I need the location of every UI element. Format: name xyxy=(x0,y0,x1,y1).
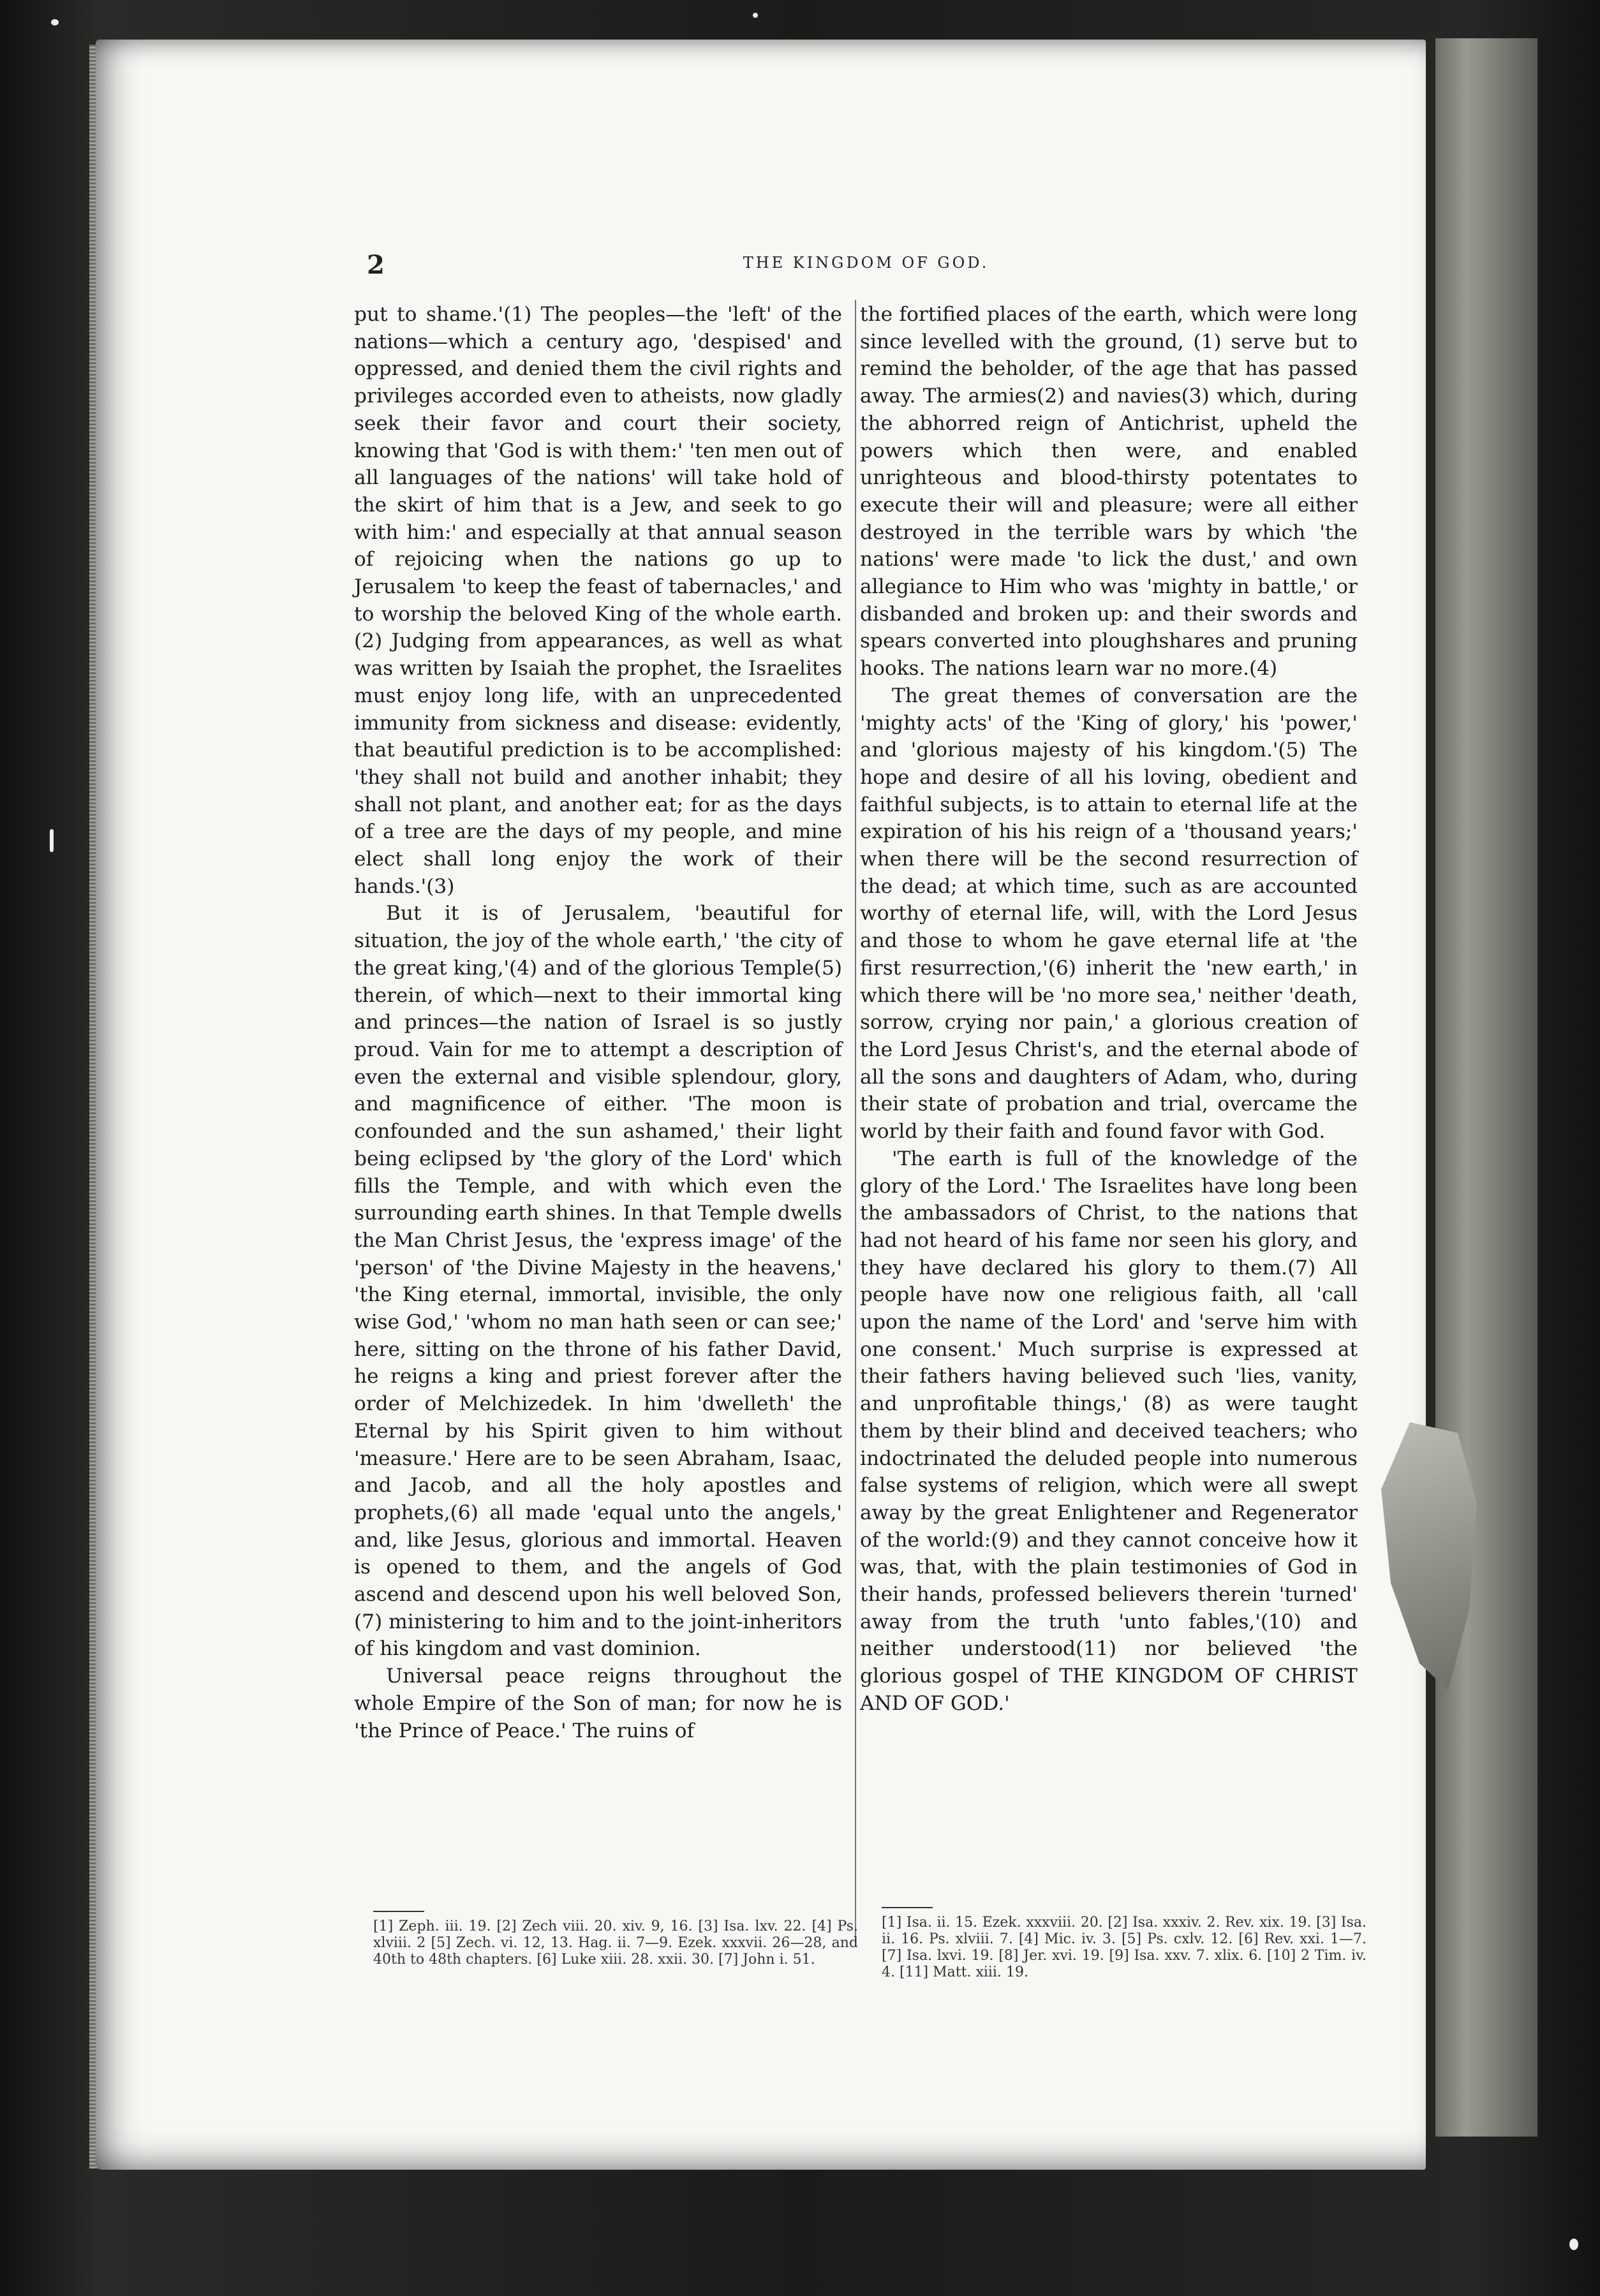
left-paragraph-2: But it is of Jerusalem, 'beautiful for situation, the joy of the whole earth,' 'the city of the great king,'(4) and of the glorious Temple(5) therein, of which—next to their immortal king and princes—the nation of Israel is so justly proud. Vain for me to attempt a description of even the external and visible splendour, glory, and magnificence of either. 'The moon is confounded and the sun ashamed,' their light being eclipsed by 'the glory of the Lord' which fills the Temple, and with which even the surrounding earth shines. In that Temple dwells the Man Christ Jesus, the 'express image' of the 'person' of 'the Divine Majesty in the heavens,' 'the King eternal, immortal, invisible, the only wise God,' 'whom no man hath seen or can see;' here, sitting on the throne of his father David, he reigns a king and priest forever after the order of Melchizedek. In him 'dwelleth' the Eternal by his Spirit given to him without 'measure.' Here are to be seen Abraham, Isaac, and Jacob, and all the holy apostles and prophets,(6) all made 'equal unto the angels,' and, like Jesus, glorious and immortal. Heaven is opened to them, and the angels of God ascend and descend upon his well beloved Son,(7) ministering to him and to the joint-inheritors of his kingdom and vast dominion. xyxy=(354,902,842,1661)
right-paragraph-3: 'The earth is full of the knowledge of the glory of the Lord.' The Israelites have long been the ambassadors of Christ, to the nations that had not heard of his fame nor seen his glory, and they have declared his glory to them.(7) All people have now one religious faith, all 'call upon the name of the Lord' and 'serve him with one consent.' Much surprise is expressed at their fathers having believed such 'lies, vanity, and unprofitable things,' (8) as were taught them by their blind and deceived teachers; who indoctrinated the deluded people into numerous false systems of religion, which were all swept away by the great Enlightener and Regenerator of the world:(9) and they cannot conceive how it was, that, with the plain testimonies of God in their hands, professed believers therein 'turned' away from the truth 'unto fables,'(10) and neither understood(11) nor believed 'the glorious gospel of THE KINGDOM OF CHRIST AND OF GOD.' xyxy=(860,1147,1358,1715)
footnote-rule xyxy=(882,1907,933,1908)
footnote-rule xyxy=(373,1911,424,1912)
footnotes-left xyxy=(373,1911,858,1968)
left-column xyxy=(354,301,842,1744)
footnotes-right xyxy=(882,1907,1367,1981)
footnotes-left-text: [1] Zeph. iii. 19. [2] Zech viii. 20. xiv. 9, 16. [3] Isa. lxv. 22. [4] Ps. xlviii. 2 [5] Zech. vi. 12, 13. Hag. ii. 7—9. Ezek. xxxvii. 26—28, and 40th to 48th chapters. [6] Luke xiii. 28. xxii. 30. [7] John i. 51. xyxy=(373,1918,858,1968)
left-paragraph-3: Universal peace reigns throughout the whole Empire of the Son of man; for now he is 'the Prince of Peace.' The ruins of xyxy=(354,1665,842,1742)
running-title: THE KINGDOM OF GOD. xyxy=(743,254,989,272)
right-paragraph-2: The great themes of conversation are the 'mighty acts' of the 'King of glory,' his 'power,' and 'glorious majesty of his kingdom.'(5) The hope and desire of all his loving, obedient and faithful subjects, is to attain to eternal life at the expiration of his his reign of a 'thousand years;' when there will be the second resurrection of the dead; at which time, such as are accounted worthy of eternal life, will, with the Lord Jesus and those to whom he gave eternal life at 'the first resurrection,'(6) inherit the 'new earth,' in which there will be 'no more sea,' neither 'death, sorrow, crying nor pain,' a glorious creation of the Lord Jesus Christ's, and the eternal abode of all the sons and daughters of Adam, who, during their state of probation and trial, overcame the world by their faith and found favor with God. xyxy=(860,684,1358,1144)
page-header xyxy=(242,250,1378,280)
dust-speck xyxy=(753,13,758,18)
dust-speck xyxy=(51,19,59,26)
right-column xyxy=(860,301,1358,1718)
page-number: 2 xyxy=(367,250,385,280)
scanner-edge-band xyxy=(1435,38,1537,2137)
right-paragraph-1: the fortified places of the earth, which were long since levelled with the ground, (1) serve but to remind the beholder, of the age that has passed away. The armies(2) and navies(3) which, during the abhorred reign of Antichrist, upheld the powers which then were, and enabled unrighteous and blood-thirsty potentates to execute their will and pleasure; were all either destroyed in the terrible wars by which 'the nations' were made 'to lick the dust,' and own allegiance to Him who was 'mighty in battle,' or disbanded and broken up: and their swords and spears converted into ploughshares and pruning hooks. The nations learn war no more.(4) xyxy=(860,303,1358,681)
dust-speck xyxy=(50,829,54,852)
left-paragraph-1: put to shame.'(1) The peoples—the 'left' of the nations—which a century ago, 'despised' and oppressed, and denied them the civil rights and privileges accorded even to atheists, now gladly seek their favor and court their society, knowing that 'God is with them:' 'ten men out of all languages of the nations' will take hold of the skirt of him that is a Jew, and seek to go with him:' and especially at that annual season of rejoicing when the nations go up to Jerusalem 'to keep the feast of tabernacles,' and to worship the beloved King of the whole earth.(2) Judging from appearances, as well as what was written by Isaiah the prophet, the Israelites must enjoy long life, with an unprecedented immunity from sickness and disease: evidently, that beautiful prediction is to be accomplished: 'they shall not build and another inhabit; they shall not plant, and another eat; for as the days of a tree are the days of my people, and mine elect shall long enjoy the work of their hands.'(3) xyxy=(354,303,842,898)
dust-speck xyxy=(1569,2239,1578,2250)
footnotes-right-text: [1] Isa. ii. 15. Ezek. xxxviii. 20. [2] Isa. xxxiv. 2. Rev. xix. 19. [3] Isa. ii. 16. Ps. xlviii. 7. [4] Mic. iv. 3. [5] Ps. cxlv. 12. [6] Rev. xxi. 1—7. [7] Isa. lxvi. 19. [8] Jer. xvi. 19. [9] Isa. xxv. 7. xlix. 6. [10] 2 Tim. iv. 4. [11] Matt. xiii. 19. xyxy=(882,1915,1367,1980)
column-divider xyxy=(855,300,856,1945)
